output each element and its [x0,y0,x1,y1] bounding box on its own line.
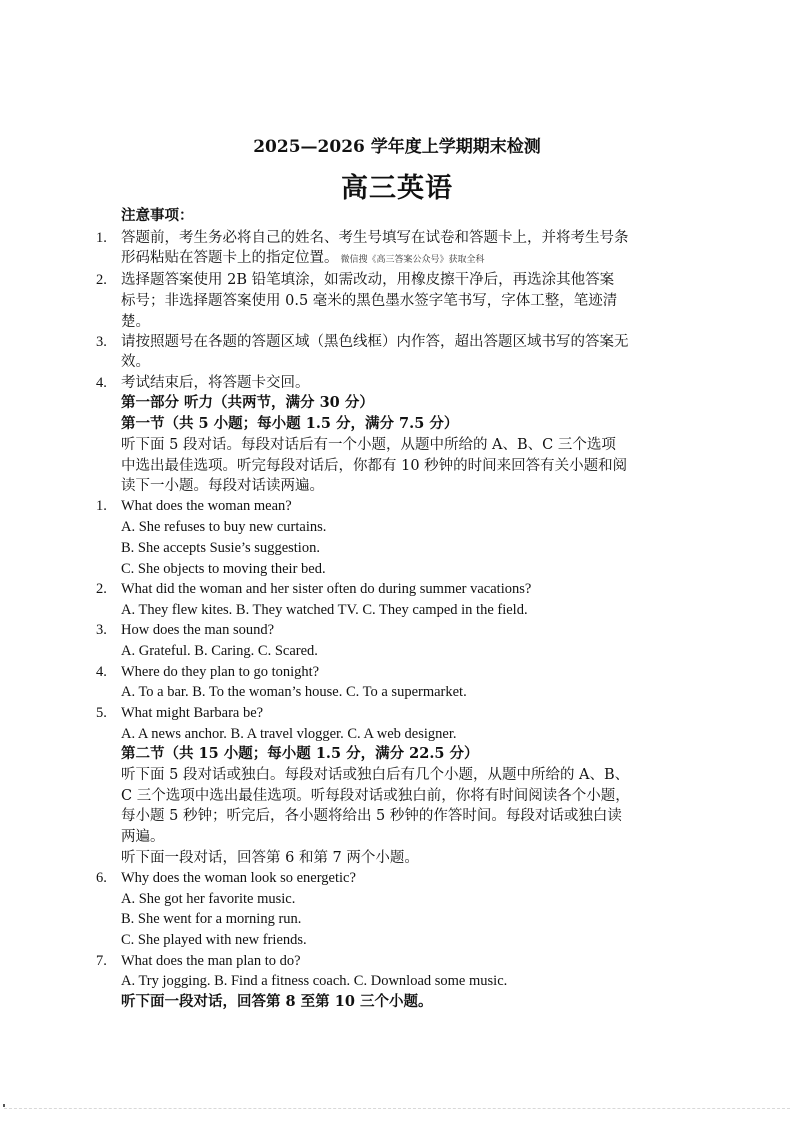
answer-options: A. Try jogging. B. Find a fitness coach. C. Download some music. [121,973,508,989]
question-number: 1. [96,498,107,514]
section-instructions: 中选出最佳选项。听完每段对话后，你都有 10 秒钟的时间来回答有关小题和阅 [121,458,628,474]
group-intro: 听下面一段对话，回答第 6 和第 7 两个小题。 [121,850,419,866]
notice-text [121,248,485,270]
question-number: 6. [96,870,107,886]
subject-title: 高三英语 [341,173,453,204]
notice-number: 2. [96,272,107,288]
answer-options: A. Grateful. B. Caring. C. Scared. [121,643,318,659]
notice-number: 4. [96,375,107,391]
notice-text: 答题前，考生务必将自己的姓名、考生号填写在试卷和答题卡上，并将考生号条 [121,230,629,246]
question-number: 7. [96,953,107,969]
notice-text-part: 形码粘贴在答题卡上的指定位置。 [121,250,339,266]
notice-text: 选择题答案使用 2B 铅笔填涂，如需改动，用橡皮擦干净后，再选涂其他答案 [121,272,615,288]
question-stem: What did the woman and her sister often do during summer vacations? [121,581,532,597]
section-heading: 第二节（共 15 小题；每小题 1.5 分，满分 22.5 分） [121,745,479,762]
answer-option: B. She accepts Susie’s suggestion. [121,540,320,556]
notice-text: 考试结束后，将答题卡交回。 [121,375,310,391]
notice-text: 标号；非选择题答案使用 0.5 毫米的黑色墨水签字笔书写，字体工整，笔迹清 [121,293,618,309]
question-stem: Why does the woman look so energetic? [121,870,356,886]
section-instructions: 听下面 5 段对话或独白。每段对话或独白后有几个小题，从题中所给的 A、B、 [121,767,630,783]
notice-text: 请按照题号在各题的答题区域（黑色线框）内作答，超出答题区域书写的答案无 [121,334,629,350]
part-heading: 第一部分 听力（共两节，满分 30 分） [121,394,374,411]
answer-option: A. She got her favorite music. [121,891,296,907]
group-intro: 听下面一段对话，回答第 8 至第 10 三个小题。 [121,993,433,1010]
section-heading: 第一节（共 5 小题；每小题 1.5 分，满分 7.5 分） [121,415,459,432]
question-number: 4. [96,664,107,680]
answer-option: A. She refuses to buy new curtains. [121,519,327,535]
notice-number: 3. [96,334,107,350]
section-instructions: 听下面 5 段对话。每段对话后有一个小题，从题中所给的 A、B、C 三个选项 [121,437,616,453]
exam-title: 2025—2026 学年度上学期期末检测 [253,137,541,157]
question-stem: What does the man plan to do? [121,953,301,969]
notice-text: 楚。 [121,314,150,330]
section-instructions: 读下一小题。每段对话读两遍。 [121,478,324,494]
question-stem: What might Barbara be? [121,705,264,721]
question-number: 5. [96,705,107,721]
question-number: 2. [96,581,107,597]
answer-option: C. She objects to moving their bed. [121,561,326,577]
question-stem: What does the woman mean? [121,498,292,514]
answer-option: C. She played with new friends. [121,932,307,948]
answer-option: B. She went for a morning run. [121,911,302,927]
scan-mark [3,1104,5,1107]
answer-options: A. They flew kites. B. They watched TV. C. They camped in the field. [121,602,528,618]
section-instructions: 每小题 5 秒钟；听完后，各小题将给出 5 秒钟的作答时间。每段对话或独白读 [121,808,622,824]
question-stem: Where do they plan to go tonight? [121,664,320,680]
notice-number: 1. [96,230,107,246]
watermark-text: 微信搜《高三答案公众号》获取全科 [340,255,485,265]
answer-options: A. To a bar. B. To the woman’s house. C. To a supermarket. [121,684,467,700]
section-instructions: C 三个选项中选出最佳选项。听每段对话或独白前，你将有时间阅读各个小题， [121,788,630,804]
notice-heading: 注意事项： [121,207,194,224]
question-number: 3. [96,622,107,638]
question-stem: How does the man sound? [121,622,275,638]
section-instructions: 两遍。 [121,829,165,845]
page-bottom-rule [4,1108,790,1109]
answer-options: A. A news anchor. B. A travel vlogger. C. A web designer. [121,726,457,742]
notice-text: 效。 [121,354,150,370]
